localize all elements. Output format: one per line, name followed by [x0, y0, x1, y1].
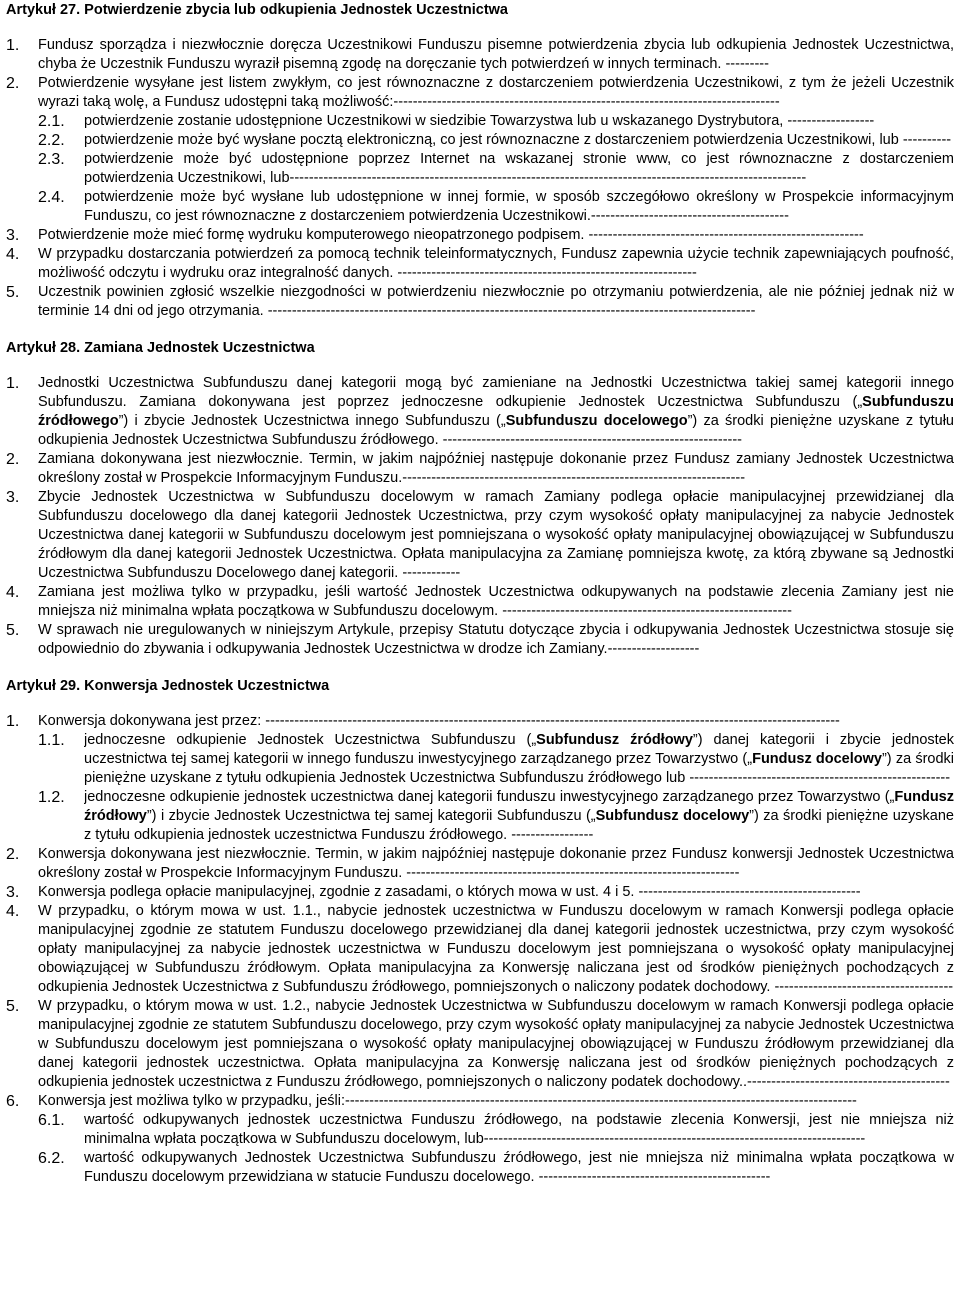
paragraph-text: potwierdzenie zostanie udostępnione Uczestnikowi w siedzibie Towarzystwa lub u wskazanego Dystrybutora, ------------------ [84, 113, 875, 129]
paragraph-text: Potwierdzenie wysyłane jest listem zwykłym, co jest równoznaczne z dostarczeniem potwierdzenia Uczestnikowi, z tym że jeżeli Uczestnik wyrazi taką wolę, a Fundusz udostępni taką możliwość:-------------------------------------------------------------------------------- [38, 75, 954, 110]
paragraph-number: 2.3. [38, 151, 65, 168]
paragraph-text: Konwersja podlega opłacie manipulacyjnej, zgodnie z zasadami, o których mowa w ust. 4 i 5. ---------------------------------------------- [38, 884, 861, 900]
paragraph-number: 2.4. [38, 189, 65, 206]
paragraph [6, 74, 954, 112]
paragraph [6, 883, 954, 902]
paragraph-number: 5. [6, 622, 20, 639]
paragraph-number: 6.1. [38, 1112, 65, 1129]
paragraph-number: 5. [6, 284, 20, 301]
paragraph [6, 902, 954, 997]
paragraph-number: 1. [6, 37, 20, 54]
paragraph-number: 2.1. [38, 113, 65, 130]
subparagraph [6, 731, 954, 788]
paragraph-number: 2. [6, 846, 20, 863]
paragraph-number: 5. [6, 998, 20, 1015]
paragraph [6, 36, 954, 74]
paragraph-text: W przypadku, o którym mowa w ust. 1.1., nabycie jednostek uczestnictwa w Funduszu docelowym w ramach Konwersji podlega opłacie manipulacyjnej zgodnie ze statutem Funduszu docelowego przewidzianej dla danej kategorii jednostek uczestnictwa, przy czym wysokość opłaty manipulacyjnej za nabycie jednostek uczestnictwa w Funduszu docelowym jest pomniejszana o wysokość opłaty manipulacyjnej obowiązującej w Subfunduszu źródłowym. Opłata manipulacyjna za Konwersję naliczana jest od środków pieniężnych pochodzących z odkupienia Jednostek Uczestnictwa z Subfunduszu źródłowego, pomniejszonych o naliczony podatek dochodowy. ------------------------------------- [38, 903, 954, 995]
subparagraph [6, 188, 954, 226]
paragraph-number: 4. [6, 903, 20, 920]
paragraph-text: Konwersja dokonywana jest przez: ----------------------------------------------------------------------------------------------------------------------- [38, 713, 840, 729]
paragraph-text: W przypadku, o którym mowa w ust. 1.2., nabycie Jednostek Uczestnictwa w Subfunduszu docelowym w ramach Konwersji podlega opłacie manipulacyjnej zgodnie ze statutem Subfunduszu docelowego, przy czym wysokość opłaty manipulacyjnej za nabycie Jednostek Uczestnictwa w Subfunduszu docelowym jest pomniejszana o wysokość opłaty manipulacyjnej obowiązującej w Funduszu źródłowym przewidzianej dla danej kategorii jednostek uczestnictwa. Opłata manipulacyjna za Konwersję naliczana jest od środków pieniężnych pochodzących z odkupienia jednostek uczestnictwa z Funduszu źródłowego, pomniejszonych o naliczony podatek dochodowy..------------------------------------------ [38, 998, 954, 1090]
article-27-body [6, 36, 954, 321]
subparagraph [6, 1149, 954, 1187]
paragraph [6, 712, 954, 731]
paragraph-number: 6. [6, 1093, 20, 1110]
paragraph-number: 4. [6, 246, 20, 263]
paragraph-number: 6.2. [38, 1150, 65, 1167]
paragraph [6, 621, 954, 659]
subparagraph [6, 131, 954, 150]
paragraph-text: Zbycie Jednostek Uczestnictwa w Subfunduszu docelowym w ramach Zamiany podlega opłacie manipulacyjnej przewidzianej dla Subfunduszu docelowego dla danej kategorii Jednostek Uczestnictwa, przy czym wysokość opłaty manipulacyjnej za nabycie Jednostek Uczestnictwa danej kategorii w Subfunduszu docelowym jest pomniejszana o wysokość opłaty manipulacyjnej obowiązującej w Subfunduszu źródłowym dla danej kategorii Jednostek Uczestnictwa. Opłata manipulacyjna za Zamianę pomniejsza kwotę, za którą zbywane są Jednostki Uczestnictwa Subfunduszu Docelowego danej kategorii. ------------ [38, 489, 954, 581]
paragraph-text: W przypadku dostarczania potwierdzeń za pomocą technik teleinformatycznych, Fundusz zapewnia użycie technik zapewniających poufność, możliwość odczytu i wydruku oraz integralność danych. -------------------------------------------------------------- [38, 246, 954, 281]
paragraph-text: Konwersja jest możliwa tylko w przypadku, jeśli:---------------------------------------------------------------------------------------------------------- [38, 1093, 857, 1109]
article-29-title: Artykuł 29. Konwersja Jednostek Uczestnictwa [6, 678, 330, 694]
paragraph-number: 1. [6, 375, 20, 392]
paragraph [6, 226, 954, 245]
paragraph-text: Uczestnik powinien zgłosić wszelkie niezgodności w potwierdzeniu niezwłocznie po otrzymaniu potwierdzenia, ale nie później jednak niż w terminie 14 dni od jego otrzymania. ----------------------------------------------------------------------------------------------------- [38, 284, 954, 319]
paragraph [6, 450, 954, 488]
paragraph-text: W sprawach nie uregulowanych w niniejszym Artykule, przepisy Statutu dotyczące zbycia i odkupywania Jednostek Uczestnictwa stosuje się odpowiednio do zbywania i odkupywania Jednostek Uczestnictwa w drodze ich Zamiany.------------------- [38, 622, 954, 657]
paragraph-number: 2. [6, 75, 20, 92]
paragraph-number: 1.1. [38, 732, 65, 749]
paragraph [6, 1092, 954, 1111]
paragraph-text: wartość odkupywanych jednostek uczestnictwa Funduszu źródłowego, na podstawie zlecenia Konwersji, jest nie mniejsza niż minimalna wpłata początkowa w Subfunduszu docelowym, lub------------------------------------------------------------------------------- [84, 1112, 954, 1147]
paragraph-text: potwierdzenie może być udostępnione poprzez Internet na wskazanej stronie www, co jest równoznaczne z dostarczeniem potwierdzenia Uczestnikowi, lub----------------------------------------------------------------------------------------------------------- [84, 151, 954, 186]
article-29-body [6, 712, 954, 1187]
paragraph [6, 374, 954, 450]
subparagraph [6, 788, 954, 845]
paragraph-text: potwierdzenie może być wysłane lub udostępnione w innej formie, w sposób szczegółowo określony w Prospekcie informacyjnym Funduszu, co jest równoznaczne z dostarczeniem potwierdzenia Uczestnikowi.----------------------------------------- [84, 189, 954, 224]
article-28-body [6, 374, 954, 659]
paragraph-text: Konwersja dokonywana jest niezwłocznie. Termin, w jakim najpóźniej następuje dokonanie przez Fundusz konwersji Jednostek Uczestnictwa określony został w Prospekcie Informacyjnym Funduszu. --------------------------------------------------------------------- [38, 846, 954, 881]
paragraph-number: 1. [6, 713, 20, 730]
paragraph-number: 3. [6, 489, 20, 506]
paragraph-number: 4. [6, 584, 20, 601]
paragraph [6, 583, 954, 621]
paragraph-text: potwierdzenie może być wysłane pocztą elektroniczną, co jest równoznaczne z dostarczeniem potwierdzenia Uczestnikowi, lub ---------- [84, 132, 952, 148]
paragraph-number: 2. [6, 451, 20, 468]
paragraph-text: jednoczesne odkupienie jednostek uczestnictwa danej kategorii funduszu inwestycyjnego zarządzanego przez Towarzystwo („Fundusz źródłowy”) i zbycie Jednostek Uczestnictwa tej samej kategorii Subfunduszu („Subfundusz docelowy”) za środki pieniężne uzyskane z tytułu odkupienia jednostek uczestnictwa Funduszu źródłowego. ----------------- [84, 789, 954, 843]
paragraph [6, 845, 954, 883]
subparagraph [6, 112, 954, 131]
paragraph-number: 3. [6, 884, 20, 901]
paragraph-text: wartość odkupywanych Jednostek Uczestnictwa Subfunduszu źródłowego, jest nie mniejsza niż minimalna wpłata początkowa w Funduszu docelowym przewidziana w statucie Funduszu docelowego. ------------------------------------------------ [84, 1150, 954, 1185]
paragraph [6, 245, 954, 283]
paragraph-number: 1.2. [38, 789, 65, 806]
paragraph-text: jednoczesne odkupienie Jednostek Uczestnictwa Subfunduszu („Subfundusz źródłowy”) danej kategorii i zbycie jednostek uczestnictwa tej samej kategorii w innego funduszu inwestycyjnego zarządzanego przez Towarzystwo („Fundusz docelowy”) za środki pieniężne uzyskane z tytułu odkupienia Jednostek Uczestnictwa Subfunduszu źródłowego lub ------------------------------------------------------ [84, 732, 954, 786]
subparagraph [6, 150, 954, 188]
paragraph-number: 3. [6, 227, 20, 244]
article-27-title: Artykuł 27. Potwierdzenie zbycia lub odkupienia Jednostek Uczestnictwa [6, 2, 508, 18]
paragraph [6, 283, 954, 321]
paragraph-number: 2.2. [38, 132, 65, 149]
subparagraph [6, 1111, 954, 1149]
paragraph [6, 488, 954, 583]
article-28-title: Artykuł 28. Zamiana Jednostek Uczestnictwa [6, 340, 315, 356]
paragraph-text: Zamiana dokonywana jest niezwłocznie. Termin, w jakim najpóźniej następuje dokonanie przez Fundusz zamiany Jednostek Uczestnictwa określony został w Prospekcie Informacyjnym Funduszu.----------------------------------------------------------------------- [38, 451, 954, 486]
paragraph [6, 997, 954, 1092]
paragraph-text: Zamiana jest możliwa tylko w przypadku, jeśli wartość Jednostek Uczestnictwa odkupywanych na podstawie zlecenia Zamiany jest nie mniejsza niż minimalna wpłata początkowa w Subfunduszu docelowym. ------------------------------------------------------------ [38, 584, 954, 619]
paragraph-text: Fundusz sporządza i niezwłocznie doręcza Uczestnikowi Funduszu pisemne potwierdzenia zbycia lub odkupienia Jednostek Uczestnictwa, chyba że Uczestnik Funduszu wyraził pisemną zgodę na doręczanie tych potwierdzeń w innych terminach. --------- [38, 37, 954, 72]
paragraph-text: Jednostki Uczestnictwa Subfunduszu danej kategorii mogą być zamieniane na Jednostki Uczestnictwa takiej samej kategorii innego Subfunduszu. Zamiana dokonywana jest poprzez jednoczesne odkupienie Jednostek Uczestnictwa Subfunduszu („Subfunduszu źródłowego”) i zbycie Jednostek Uczestnictwa innego Subfunduszu („Subfunduszu docelowego”) za środki pieniężne uzyskane z tytułu odkupienia Jednostek Uczestnictwa Subfunduszu źródłowego. -------------------------------------------------------------- [38, 375, 954, 448]
paragraph-text: Potwierdzenie może mieć formę wydruku komputerowego nieopatrzonego podpisem. --------------------------------------------------------- [38, 227, 864, 243]
